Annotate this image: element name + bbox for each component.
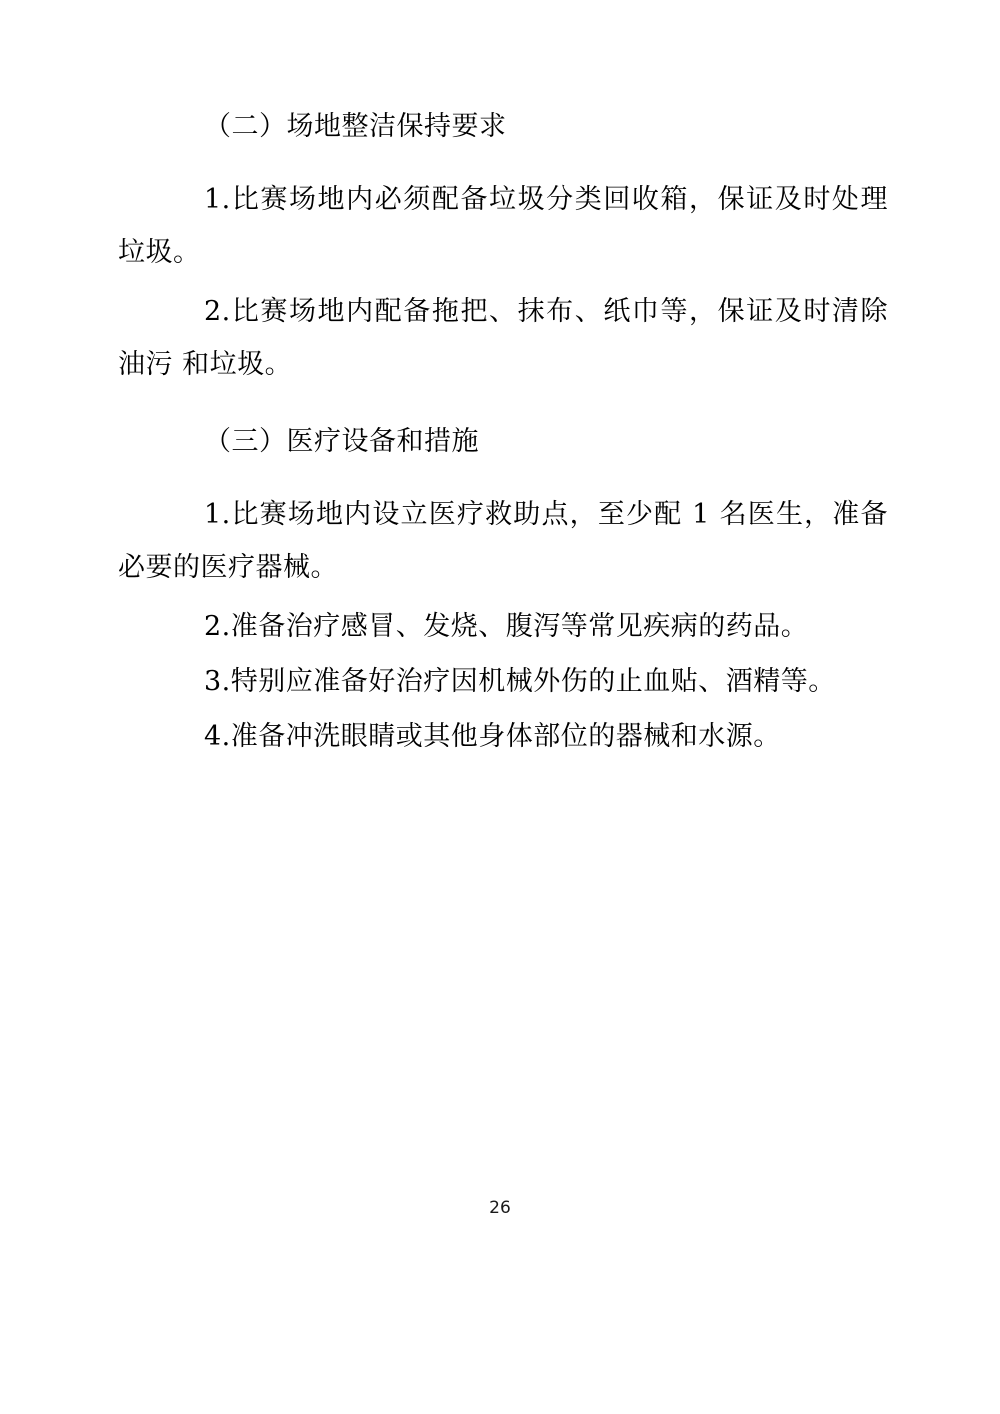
spacer	[118, 159, 888, 173]
list-item-3-3: 3.特别应准备好治疗因机械外伤的止血贴、酒精等。	[204, 666, 836, 697]
document-body	[118, 100, 888, 765]
list-item-2-1: 1.比赛场地内必须配备垃圾分类回收箱，保证及时处理垃圾。	[118, 184, 888, 268]
list-item-3-2: 2.准备治疗感冒、发烧、腹泻等常见疾病的药品。	[204, 611, 809, 642]
list-item-3-4: 4.准备冲洗眼睛或其他身体部位的器械和水源。	[204, 721, 781, 752]
spacer	[118, 474, 888, 488]
list-item-3-1: 1.比赛场地内设立医疗救助点，至少配 1 名医生，准备必要的医疗器械。	[118, 499, 888, 583]
page-number: 26	[489, 1198, 511, 1218]
spacer	[118, 393, 888, 415]
section-heading-chang-di-zheng-jie: （二）场地整洁保持要求	[204, 111, 507, 142]
list-item-2-2: 2.比赛场地内配备拖把、抹布、纸巾等，保证及时清除油污 和垃圾。	[118, 296, 888, 380]
section-heading-yi-liao-she-bei: （三）医疗设备和措施	[204, 426, 479, 457]
